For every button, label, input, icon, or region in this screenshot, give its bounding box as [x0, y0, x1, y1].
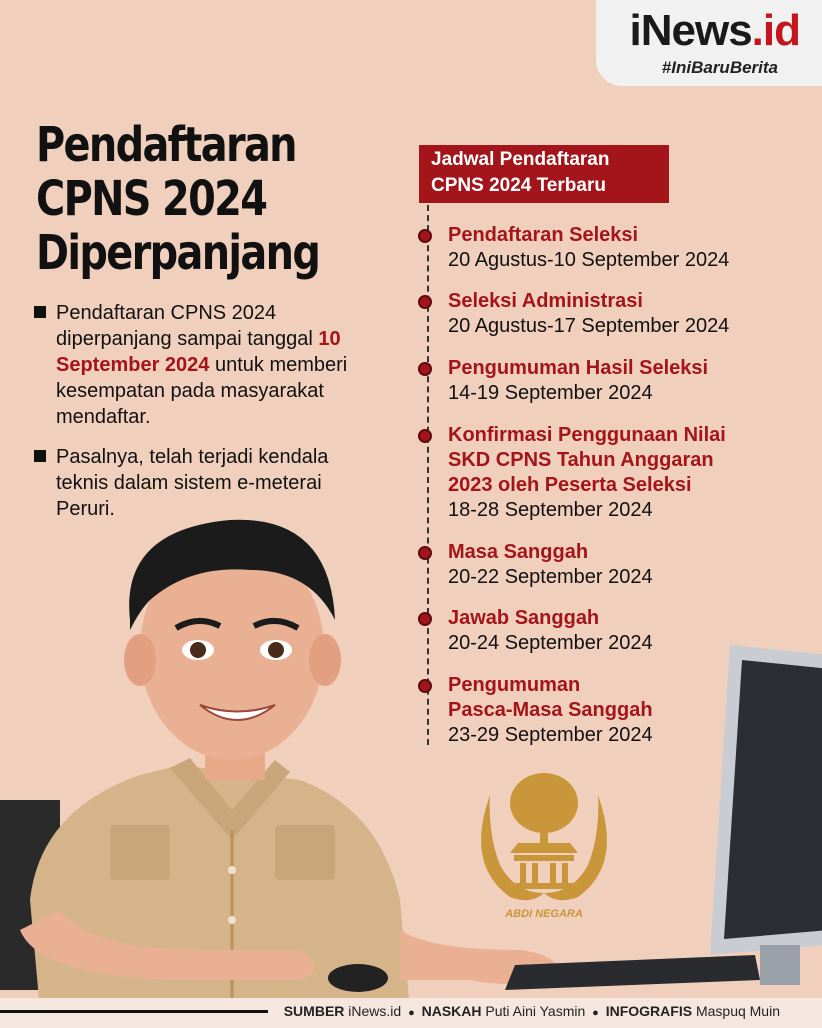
timeline-event: [416, 606, 816, 656]
event-date: 20 Agustus-17 September 2024: [448, 315, 730, 337]
brand-tagline: #IniBaruBerita: [661, 58, 778, 77]
event-date: 14-19 September 2024: [448, 382, 653, 404]
page-title: [36, 118, 318, 280]
highlight-date: 10 September 2024: [56, 328, 341, 376]
timeline-dot-icon: [418, 229, 432, 243]
timeline-dot-icon: [418, 429, 432, 443]
timeline-event: [416, 423, 816, 523]
bullet-item: Pasalnya, telah terjadi kendala teknis dalam sistem e-meterai Peruri.: [34, 444, 364, 522]
event-title: Pengumuman Hasil Seleksi: [448, 357, 709, 379]
brand-badge[interactable]: [596, 0, 822, 86]
keyboard-illustration: [505, 955, 765, 995]
timeline-event: [416, 673, 816, 748]
event-date: 20-24 September 2024: [448, 632, 653, 654]
timeline-dot-icon: [418, 546, 432, 560]
svg-text:ABDI NEGARA: ABDI NEGARA: [505, 908, 583, 920]
title-line-3: Diperpanjang: [36, 225, 320, 281]
dot-separator-icon: ●: [408, 1007, 415, 1019]
timeline-event: [416, 289, 816, 339]
timeline-dot-icon: [418, 362, 432, 376]
timeline-event: [416, 540, 816, 590]
timeline-event: [416, 223, 816, 273]
event-date: 18-28 September 2024: [448, 499, 653, 521]
event-title: Pendaftaran Seleksi: [448, 224, 639, 246]
brand-logo: iNews.id: [629, 6, 800, 55]
credits-text: SUMBER iNews.id ● NASKAH Puti Aini Yasmin ● INFOGRAFIS Maspuq Muin: [283, 1003, 780, 1019]
event-date: 20 Agustus-10 September 2024: [448, 249, 730, 271]
timeline-dot-icon: [418, 612, 432, 626]
event-title: Seleksi Administrasi: [448, 290, 643, 312]
square-bullet-icon: [34, 450, 46, 462]
footer-rule: [0, 1010, 268, 1013]
timeline-dot-icon: [418, 295, 432, 309]
event-title: Masa Sanggah: [448, 541, 589, 563]
timeline-event: [416, 356, 816, 406]
event-date: 20-22 September 2024: [448, 566, 653, 588]
timeline-dot-icon: [418, 679, 432, 693]
bullet-item: Pendaftaran CPNS 2024 diperpanjang sampai tanggal 10 September 2024 untuk memberi kesempatan pada masyarakat mendaftar.: [34, 300, 364, 430]
abdi-negara-emblem: [470, 765, 618, 925]
title-line-2: CPNS 2024: [36, 171, 267, 227]
event-title: Pengumuman Pasca-Masa Sanggah: [448, 674, 653, 721]
dot-separator-icon: ●: [592, 1007, 599, 1019]
title-line-1: Pendaftaran: [36, 117, 296, 173]
square-bullet-icon: [34, 306, 46, 318]
event-date: 23-29 September 2024: [448, 724, 653, 746]
schedule-heading: Jadwal Pendaftaran CPNS 2024 Terbaru: [419, 145, 669, 203]
bullet-list: [34, 300, 364, 536]
credits-footer: [0, 998, 822, 1028]
event-title: Jawab Sanggah: [448, 607, 600, 629]
event-title: Konfirmasi Penggunaan Nilai SKD CPNS Tahun Anggaran 2023 oleh Peserta Seleksi: [448, 424, 726, 496]
